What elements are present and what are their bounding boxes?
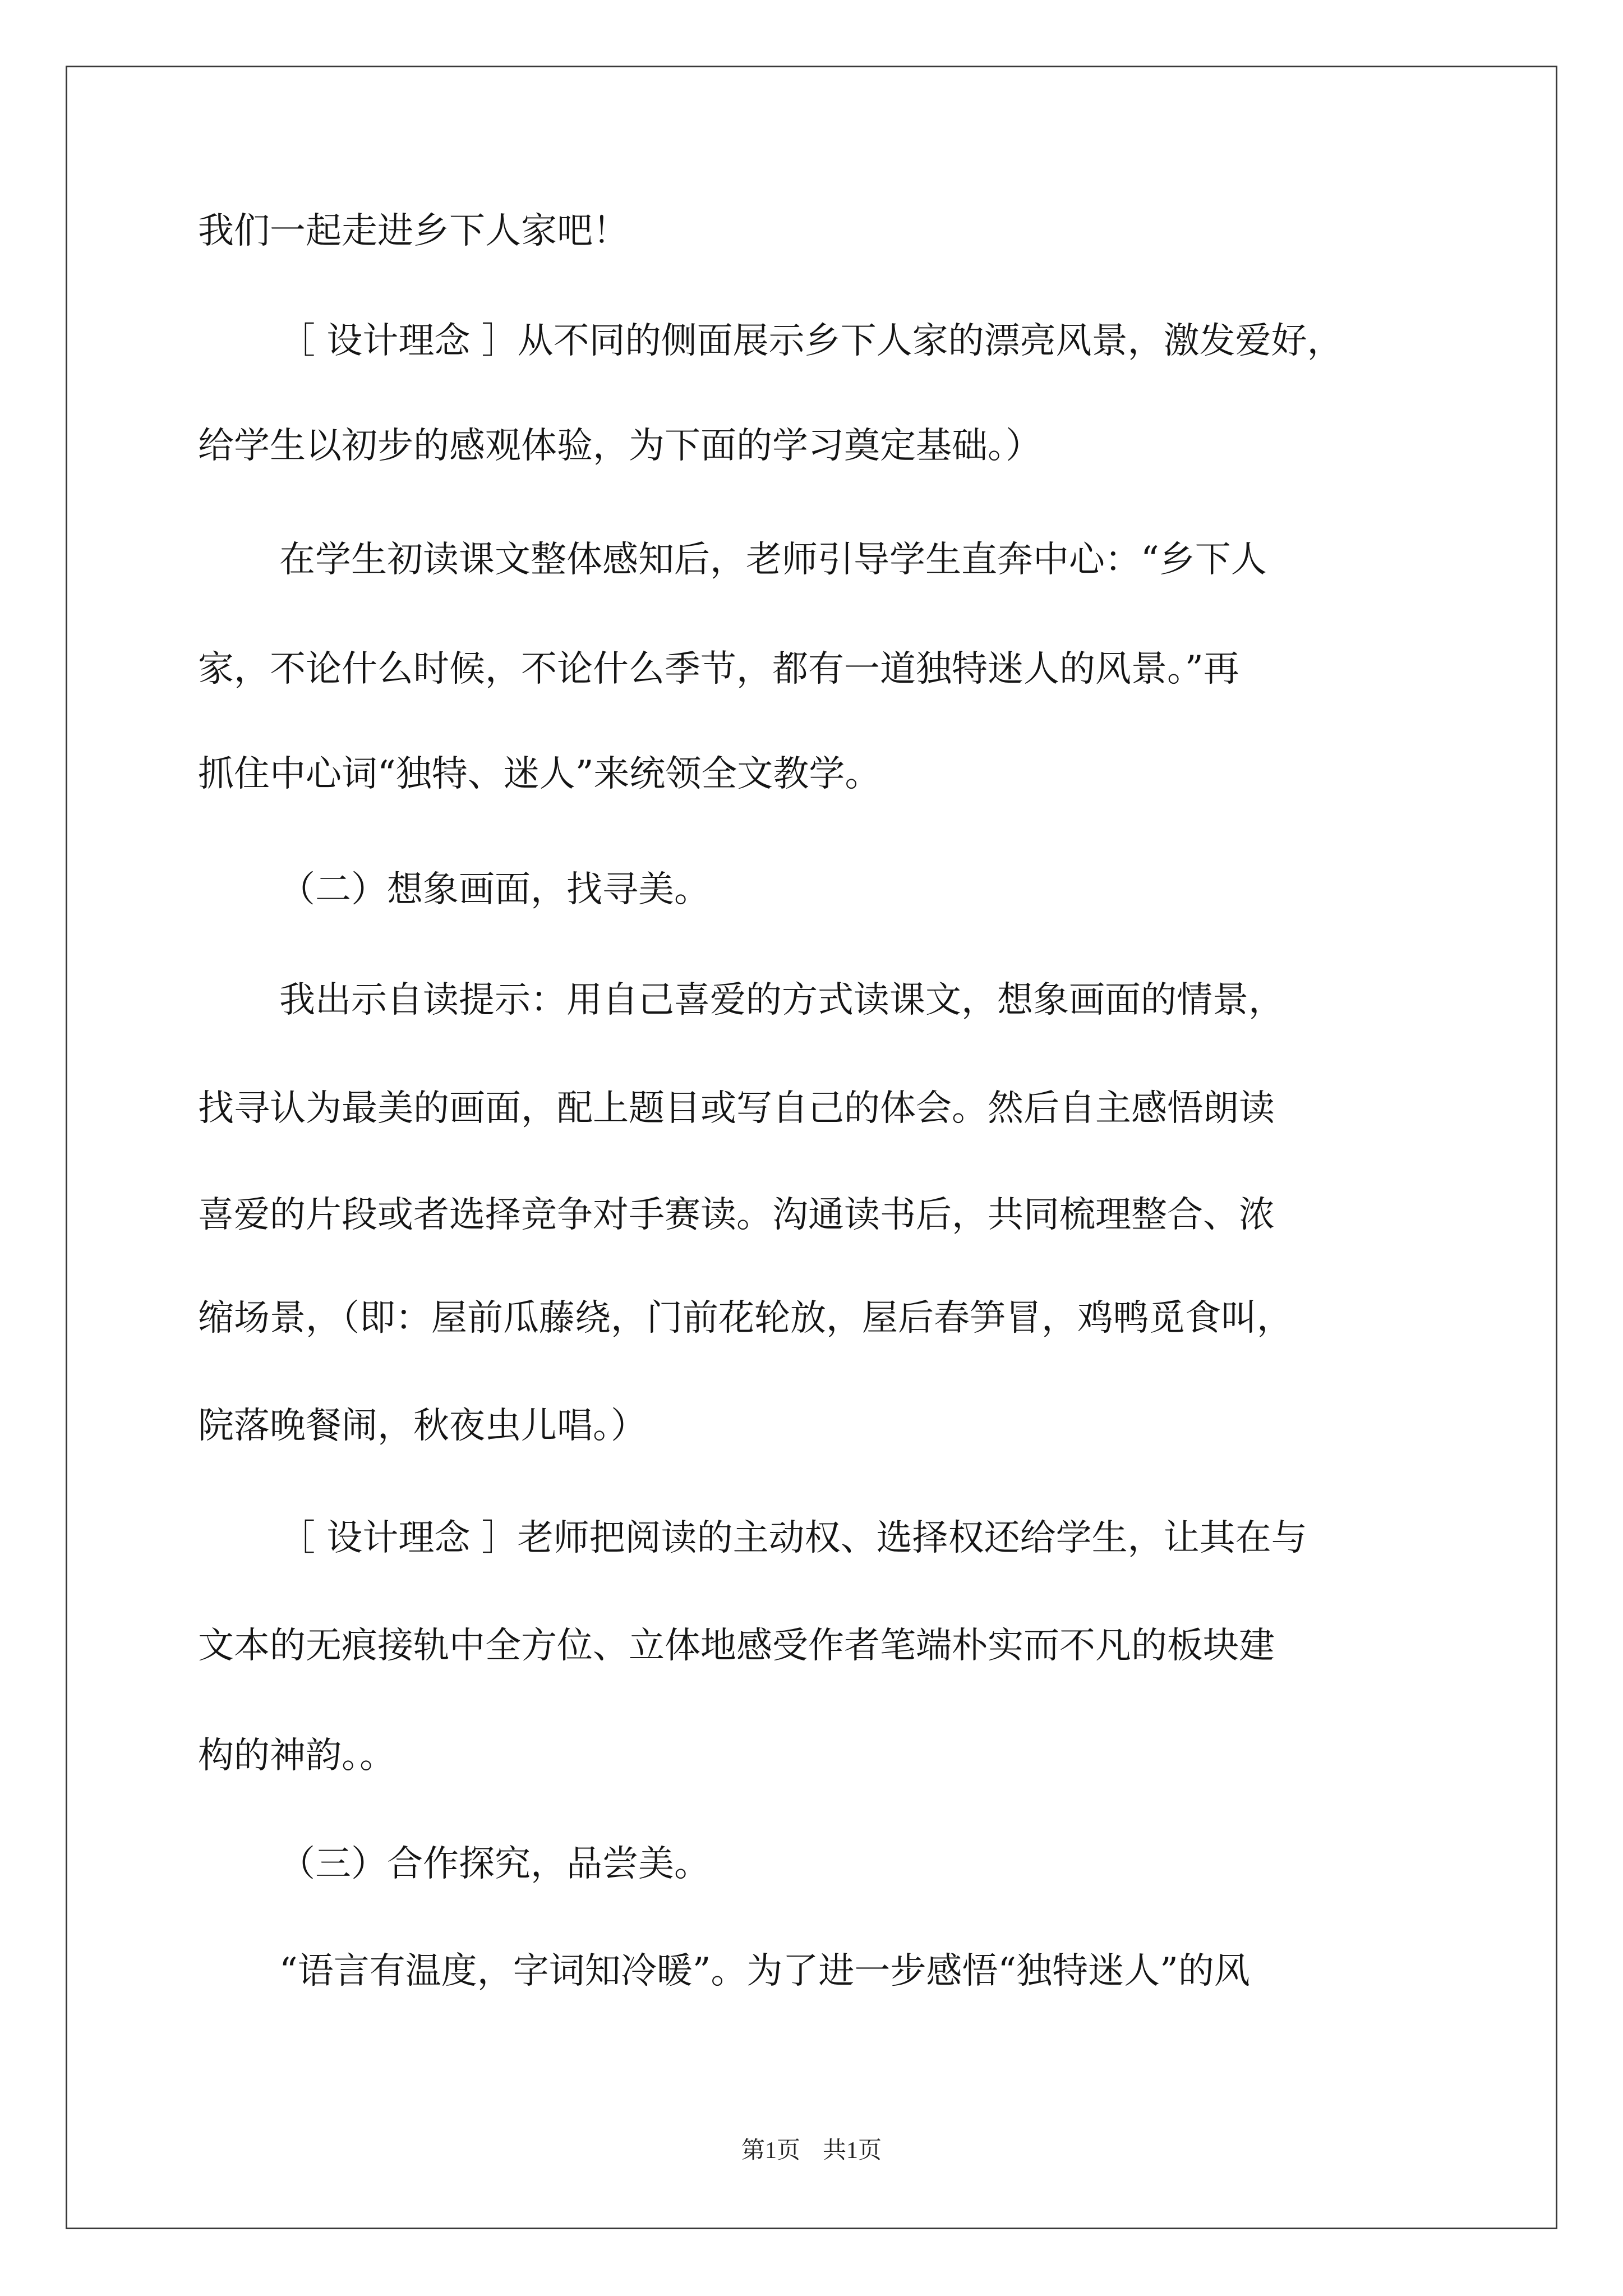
- page-number: 第1页: [741, 2138, 800, 2164]
- page-border: [66, 66, 1557, 2229]
- text-line: 家，不论什么时候，不论什么季节，都有一道独特迷人的风景。”再: [198, 648, 1239, 690]
- section-heading: （三）合作探究，品尝美。: [279, 1843, 710, 1885]
- text-line: 在学生初读课文整体感知后，老师引导学生直奔中心：“乡下人: [279, 539, 1267, 581]
- text-line: 构的神韵。。: [198, 1735, 395, 1777]
- text-line: 我出示自读提示：用自己喜爱的方式读课文，想象画面的情景，: [279, 979, 1284, 1021]
- text-line: “语言有温度，字词知冷暖”。为了进一步感悟“独特迷人”的风: [279, 1950, 1250, 1992]
- text-line: 院落晚餐闹，秋夜虫儿唱。）: [198, 1405, 647, 1447]
- text-line: 给学生以初步的感观体验，为下面的学习奠定基础。）: [198, 425, 1041, 467]
- text-line: 文本的无痕接轨中全方位、立体地感受作者笔端朴实而不凡的板块建: [198, 1625, 1275, 1667]
- text-line: 抓住中心词“独特、迷人”来统领全文教学。: [198, 753, 881, 795]
- text-line: 我们一起走进乡下人家吧！: [198, 210, 629, 252]
- text-line: 找寻认为最美的画面，配上题目或写自己的体会。然后自主感悟朗读: [198, 1088, 1275, 1129]
- text-line: 缩场景，（即：屋前瓜藤绕，门前花轮放，屋后春笋冒，鸡鸭觅食叫，: [198, 1297, 1293, 1339]
- page-total: 共1页: [823, 2138, 882, 2164]
- section-heading: （二）想象画面，找寻美。: [279, 869, 710, 910]
- design-note-line: ［ 设计理念 ］从不同的侧面展示乡下人家的漂亮风景，激发爱好，: [279, 320, 1343, 362]
- design-note-line: ［ 设计理念 ］老师把阅读的主动权、选择权还给学生，让其在与: [279, 1517, 1307, 1559]
- text-line: 喜爱的片段或者选择竞争对手赛读。沟通读书后，共同梳理整合、浓: [198, 1194, 1275, 1236]
- page-footer: [0, 2135, 1623, 2166]
